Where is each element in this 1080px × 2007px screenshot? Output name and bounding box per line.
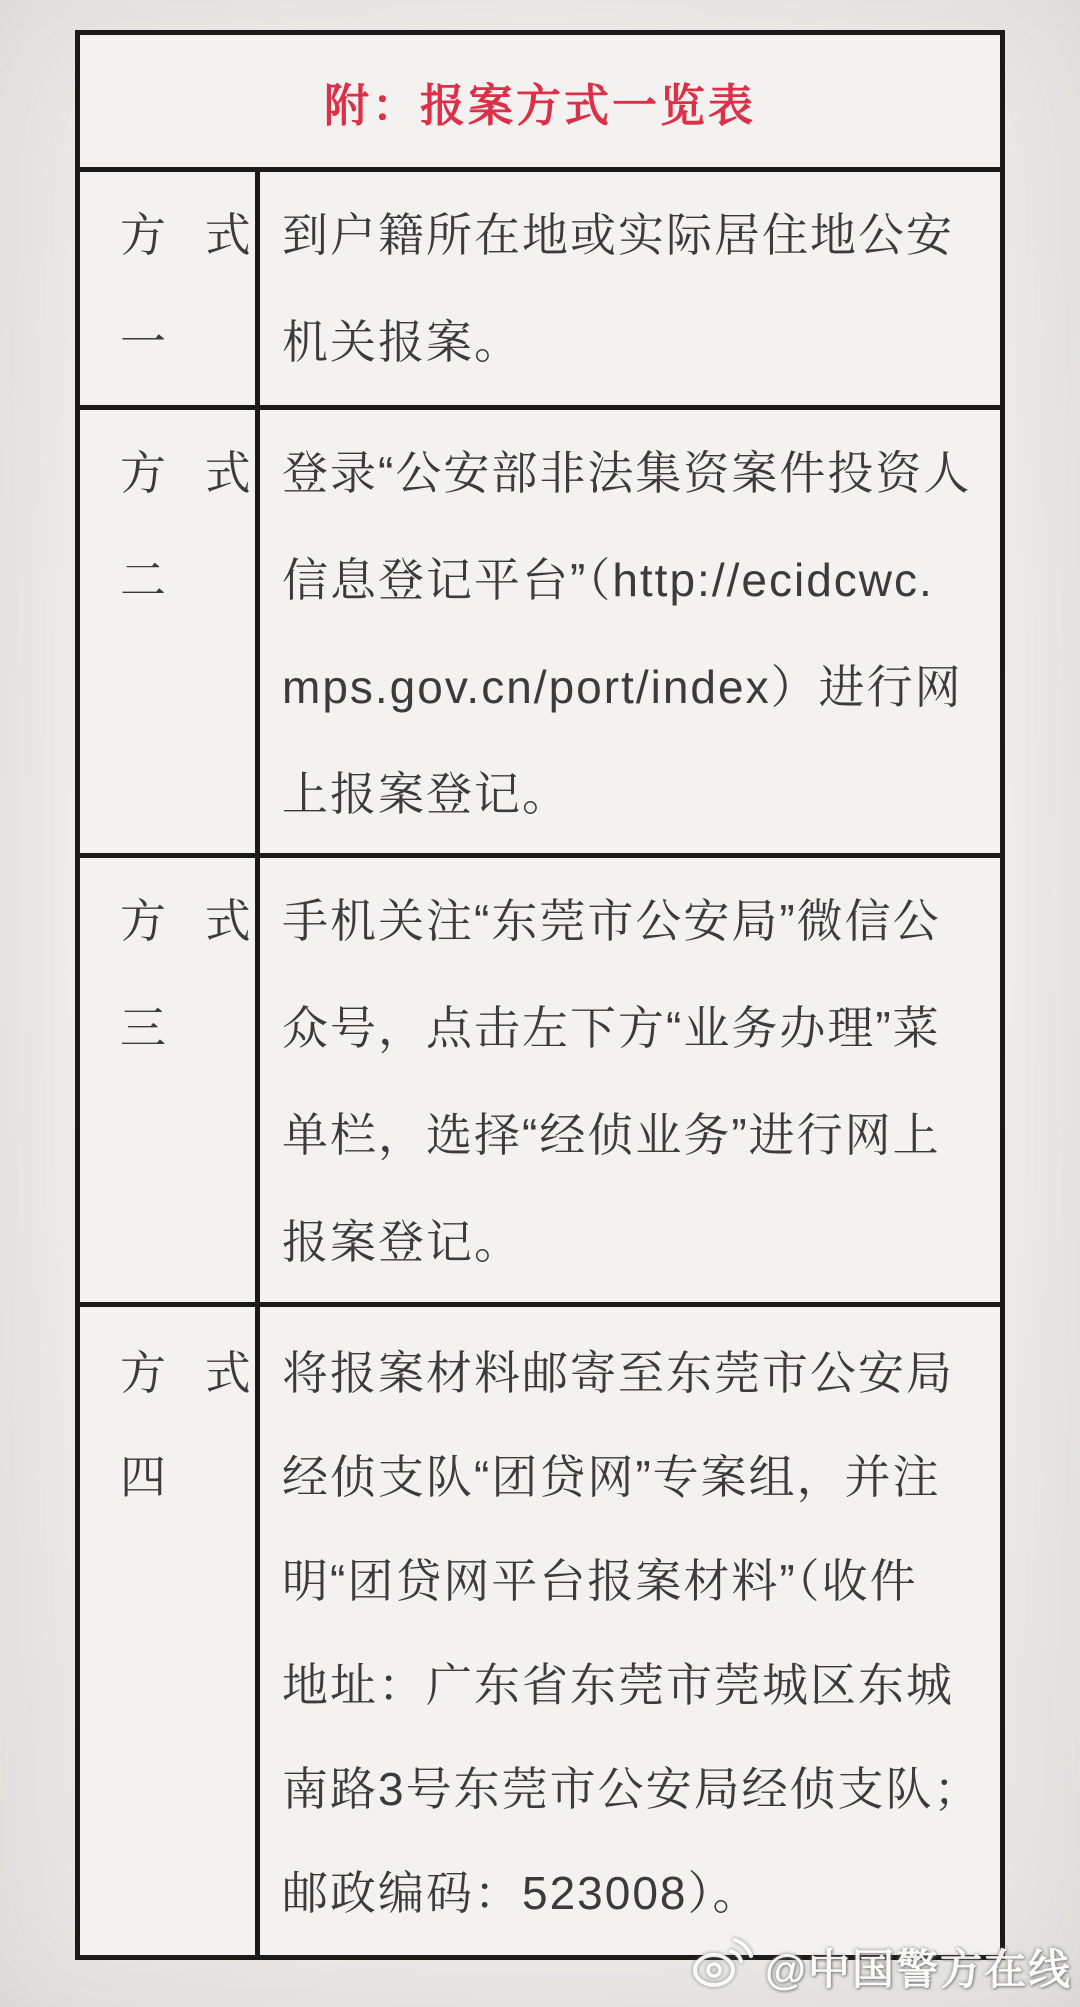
method-2-content-cell	[260, 410, 1000, 853]
method-label: 方 式	[120, 447, 253, 499]
method-number: 三	[120, 1002, 168, 1054]
content-line: 邮政编码：523008）。	[282, 1867, 761, 1919]
table-row-method-2	[80, 405, 1000, 853]
watermark-handle: @中国警方在线	[765, 1946, 1072, 1993]
content-line: 到户籍所在地或实际居住地公安	[282, 209, 954, 261]
method-1-content-cell	[260, 172, 1000, 405]
method-number: 二	[120, 554, 168, 606]
content-line: 单栏，选择“经侦业务”进行网上	[282, 1109, 941, 1161]
report-methods-table	[75, 30, 1005, 1960]
content-line: 登录“公安部非法集资案件投资人	[282, 447, 972, 499]
content-line: 机关报案。	[282, 316, 522, 368]
content-line: 众号，点击左下方“业务办理”菜	[282, 1002, 941, 1054]
table-header-cell	[80, 35, 1000, 167]
table-row-method-3	[80, 853, 1000, 1302]
table-row-method-4	[80, 1302, 1000, 1955]
content-line: 报案登记。	[282, 1216, 522, 1268]
method-3-label-cell	[80, 858, 260, 1302]
method-number: 一	[120, 316, 168, 368]
table-row-method-1	[80, 167, 1000, 405]
method-3-content-cell	[260, 858, 1000, 1302]
content-line: 上报案登记。	[282, 768, 570, 820]
content-line: 信息登记平台”（http://ecidcwc.	[282, 554, 934, 606]
method-label: 方 式	[120, 209, 253, 261]
method-4-label-cell	[80, 1307, 260, 1955]
content-line: 明“团贷网平台报案材料”（收件	[282, 1555, 918, 1607]
table-title: 附：报案方式一览表	[323, 79, 756, 131]
method-number: 四	[120, 1451, 168, 1503]
content-line: 地址：广东省东莞市莞城区东城	[282, 1659, 954, 1711]
method-2-label-cell	[80, 410, 260, 853]
content-line: 南路3号东莞市公安局经侦支队；	[282, 1763, 982, 1815]
method-1-label-cell	[80, 172, 260, 405]
weibo-watermark	[689, 1935, 1072, 1999]
weibo-icon	[689, 1935, 755, 1999]
method-label: 方 式	[120, 1347, 253, 1399]
method-4-content-cell	[260, 1307, 1000, 1955]
content-line: mps.gov.cn/port/index）进行网	[282, 661, 963, 713]
content-line: 经侦支队“团贷网”专案组，并注	[282, 1451, 941, 1503]
method-label: 方 式	[120, 895, 253, 947]
content-line: 手机关注“东莞市公安局”微信公	[282, 895, 941, 947]
content-line: 将报案材料邮寄至东莞市公安局	[282, 1347, 954, 1399]
